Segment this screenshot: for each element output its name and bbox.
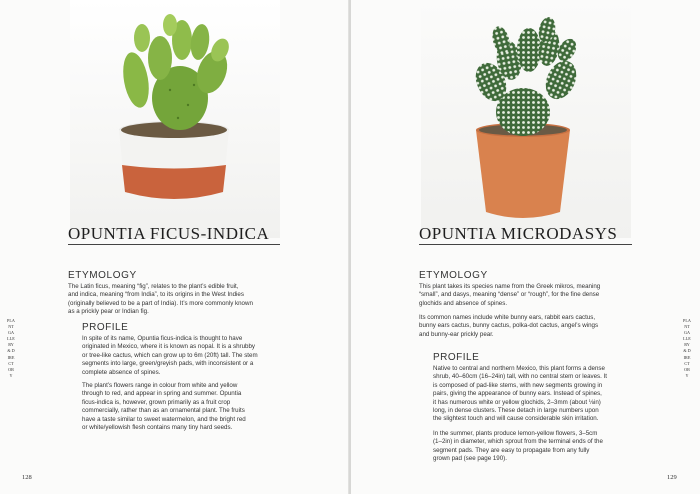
- right-page: [351, 0, 700, 494]
- profile-heading: PROFILE: [82, 322, 129, 333]
- cactus-potted-illustration: [70, 0, 280, 238]
- profile-paragraph-1: Native to central and northern Mexico, this plant forms a dense shrub, 40–60cm (16–24in) tall, with no central stem or leaves. It is composed of pad-like stems, with new segments growing in pairs, giving the appearance of bunny ears. Instead of spines, it has numerous white or yellow glochids, 2–3mm (about ⅛in) long, in dense clusters. These detach in large numbers upon the slightest touch and will cause considerable skin irritation.: [433, 365, 608, 423]
- plant-title: OPUNTIA FICUS-INDICA: [68, 224, 270, 243]
- etymology-paragraph-1: This plant takes its species name from the Greek mikros, meaning “small”, and dasys, meaning “dense” or “rough”, for the fine dense glochids and absence of spines.: [419, 283, 601, 307]
- profile-paragraph-1: In spite of its name, Opuntia ficus-indica is thought to have originated in Mexico, where it is known as nopal. It is a shrubby or tree-like cactus, which can grow up to 6m (20ft) tall. The stem segments into large, green/greyish pads, with inconsistent or a complete absence of spines.: [82, 335, 258, 376]
- title-divider: [68, 244, 280, 245]
- page-number: 129: [667, 474, 677, 481]
- profile-heading: PROFILE: [433, 352, 480, 363]
- section-side-label: PLANT GALLERY & DIRECTORY: [7, 318, 15, 378]
- plant-title: OPUNTIA MICRODASYS: [419, 224, 618, 243]
- section-side-label: PLANT GALLERY & DIRECTORY: [683, 318, 691, 378]
- opuntia-microdasys-photo: [421, 0, 631, 238]
- page-number: 128: [22, 474, 32, 481]
- profile-paragraph-2: In the summer, plants produce lemon-yellow flowers, 3–5cm (1–2in) in diameter, which sprout from the terminal ends of the segment pads. They are easy to propagate from any fully grown pad (see page 190).: [433, 430, 603, 463]
- etymology-paragraph: The Latin ficus, meaning “fig”, relates to the plant’s edible fruit, and indica, meaning “from India”, to its origins in the West Indies (originally believed to be a part of India). It’s more commonly known as a prickly pear or Indian fig.: [68, 283, 253, 316]
- etymology-heading: ETYMOLOGY: [419, 270, 488, 281]
- etymology-paragraph-2: Its common names include white bunny ears, rabbit ears cactus, bunny ears cactus, bunny cactus, polka-dot cactus, angel’s wings and bunny-ear prickly pear.: [419, 314, 599, 338]
- left-page: [0, 0, 349, 494]
- opuntia-ficus-indica-photo: [70, 0, 280, 238]
- title-divider: [419, 244, 632, 245]
- cactus-potted-illustration: [421, 0, 631, 238]
- profile-paragraph-2: The plant’s flowers range in colour from white and yellow through to red, and appear in spring and summer. Opuntia ficus-indica is, however, grown primarily as a fruit crop commercially, rather than as an ornamental plant. The fruits have a taste similar to sweet watermelon, and the bright red or white/yellowish flesh contains many tiny hard seeds.: [82, 382, 246, 432]
- etymology-heading: ETYMOLOGY: [68, 270, 137, 281]
